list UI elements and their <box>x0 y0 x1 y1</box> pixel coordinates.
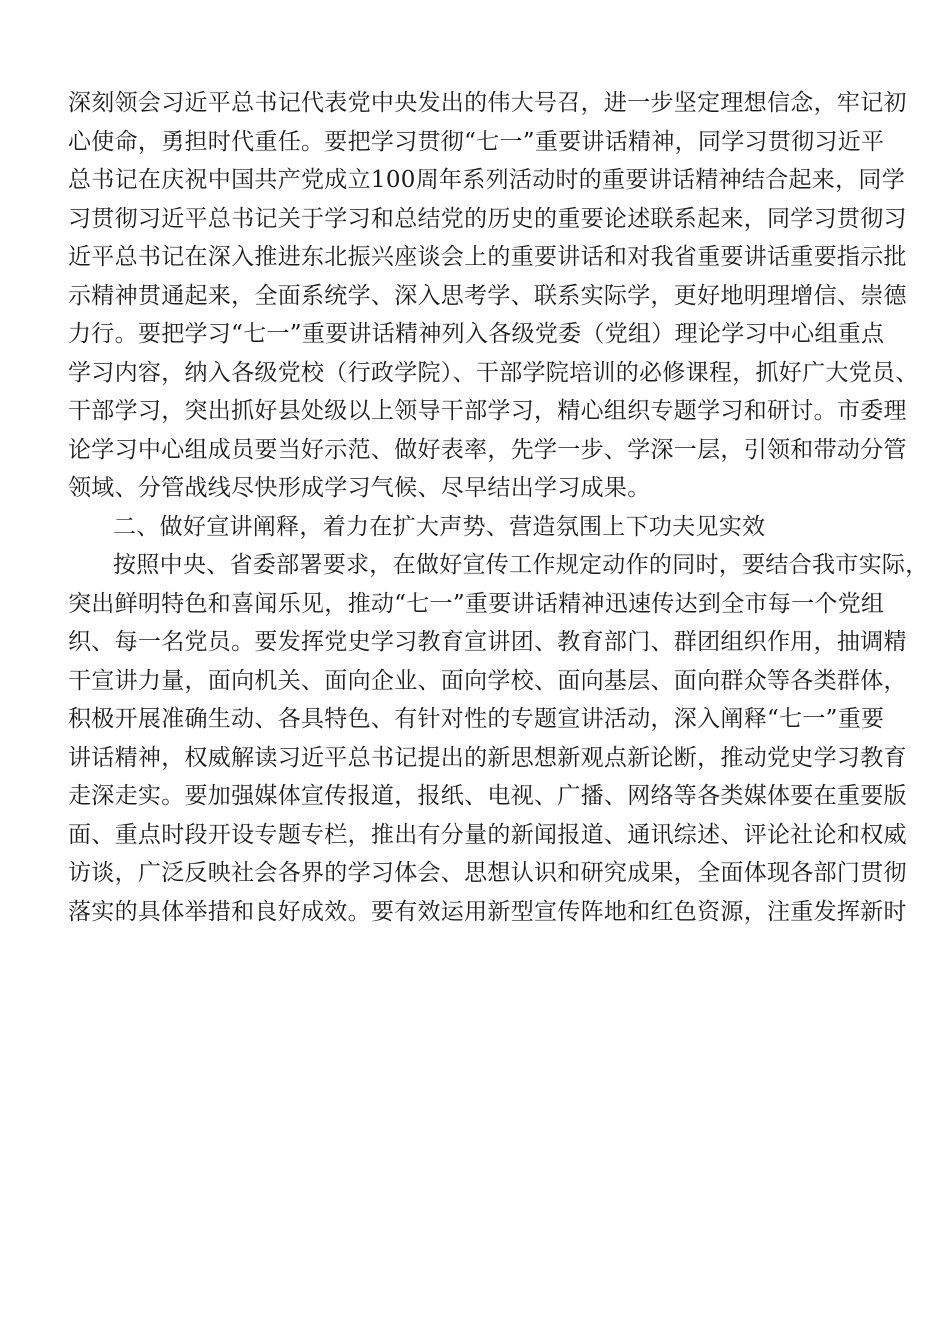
text-line: 近平总书记在深入推进东北振兴座谈会上的重要讲话和对我省重要讲话重要指示批 <box>68 244 907 270</box>
text-line: 学习内容，纳入各级党校（行政学院）、干部学院培训的必修课程，抓好广大党员、 <box>68 359 919 386</box>
text-line: 积极开展准确生动、各具特色、有针对性的专题宣讲活动，深入阐释“七一”重要 <box>68 706 885 732</box>
text-line: 落实的具体举措和良好成效。要有效运用新型宣传阵地和红色资源，注重发挥新时 <box>68 898 907 925</box>
text-line: 织、每一名党员。要发挥党史学习教育宣讲团、教育部门、群团组织作用，抽调精 <box>68 629 907 655</box>
text-line: 干宣讲力量，面向机关、面向企业、面向学校、面向基层、面向群众等各类群体， <box>68 667 907 694</box>
text-line: 习贯彻习近平总书记关于学习和总结党的历史的重要论述联系起来，同学习贯彻习 <box>68 205 907 232</box>
text-line: 访谈，广泛反映社会各界的学习体会、思想认识和研究成果，全面体现各部门贯彻 <box>68 860 907 886</box>
text-line: 突出鲜明特色和喜闻乐见，推动“七一”重要讲话精神迅速传达到全市每一个党组 <box>68 590 885 617</box>
section-heading: 二、做好宣讲阐释，着力在扩大声势、营造氛围上下功夫见实效 <box>113 513 766 540</box>
document-body <box>68 84 929 931</box>
text-line: 讲话精神，权威解读习近平总书记提出的新思想新观点新论断，推动党史学习教育 <box>68 744 907 771</box>
text-line: 心使命，勇担时代重任。要把学习贯彻“七一”重要讲话精神，同学习贯彻习近平 <box>68 128 885 155</box>
text-line: 示精神贯通起来，全面系统学、深入思考学、联系实际学，更好地明理增信、崇德 <box>68 282 907 309</box>
text-line: 论学习中心组成员要当好示范、做好表率，先学一步、学深一层，引领和带动分管 <box>68 436 907 463</box>
text-line: 走深走实。要加强媒体宣传报道，报纸、电视、广播、网络等各类媒体要在重要版 <box>68 783 907 809</box>
text-line: 力行。要把学习“七一”重要讲话精神列入各级党委（党组）理论学习中心组重点 <box>68 321 885 347</box>
paragraph-first-line: 按照中央、省委部署要求，在做好宣传工作规定动作的同时，要结合我市实际， <box>113 552 929 578</box>
text-line: 深刻领会习近平总书记代表党中央发出的伟大号召，进一步坚定理想信念，牢记初 <box>68 90 907 116</box>
text-line: 总书记在庆祝中国共产党成立100周年系列活动时的重要讲话精神结合起来，同学 <box>68 167 905 193</box>
text-line: 面、重点时段开设专题专栏，推出有分量的新闻报道、通讯综述、评论社论和权威 <box>68 821 907 848</box>
paragraph-last-line: 领域、分管战线尽快形成学习气候、尽早结出学习成果。 <box>68 475 651 501</box>
text-line: 干部学习，突出抓好县处级以上领导干部学习，精心组织专题学习和研讨。市委理 <box>68 398 907 424</box>
